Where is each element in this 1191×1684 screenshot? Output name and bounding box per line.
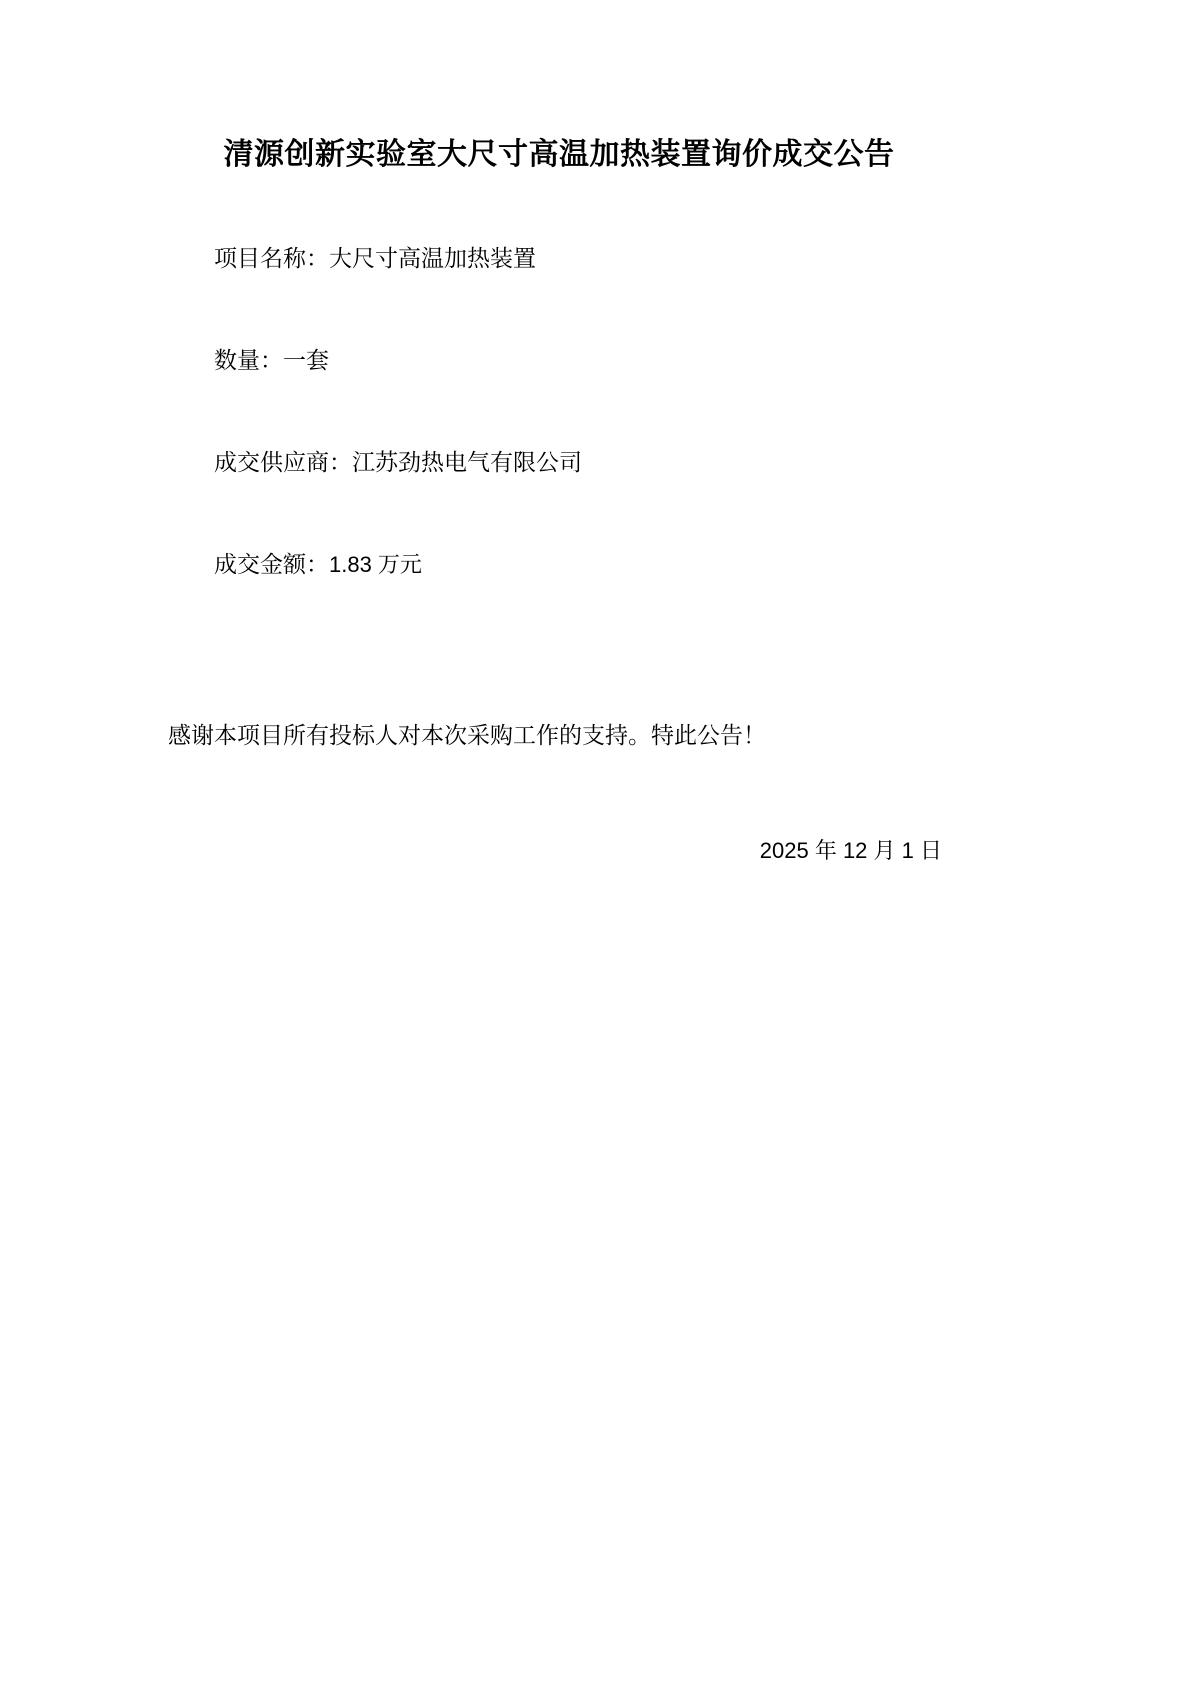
field-project-name-label: 项目名称： [214, 245, 329, 271]
field-supplier [168, 428, 950, 497]
field-supplier-label: 成交供应商： [214, 449, 352, 475]
document-content [168, 0, 950, 865]
document-date: 2025 年 12 月 1 日 [759, 837, 942, 863]
field-amount-value: 1.83 万元 [329, 551, 422, 577]
field-project-name-value: 大尺寸高温加热装置 [329, 245, 536, 271]
closing-note: 感谢本项目所有投标人对本次采购工作的支持。特此公告！ [168, 722, 766, 748]
field-amount-label: 成交金额： [214, 551, 329, 577]
field-amount [168, 530, 950, 599]
field-quantity-value: 一套 [283, 347, 329, 373]
field-project-name [168, 224, 950, 293]
field-quantity-label: 数量： [214, 347, 283, 373]
page-title: 清源创新实验室大尺寸高温加热装置询价成交公告 [223, 138, 895, 171]
announcement-fields [168, 224, 950, 599]
field-quantity [168, 326, 950, 395]
field-supplier-value: 江苏劲热电气有限公司 [352, 449, 582, 475]
